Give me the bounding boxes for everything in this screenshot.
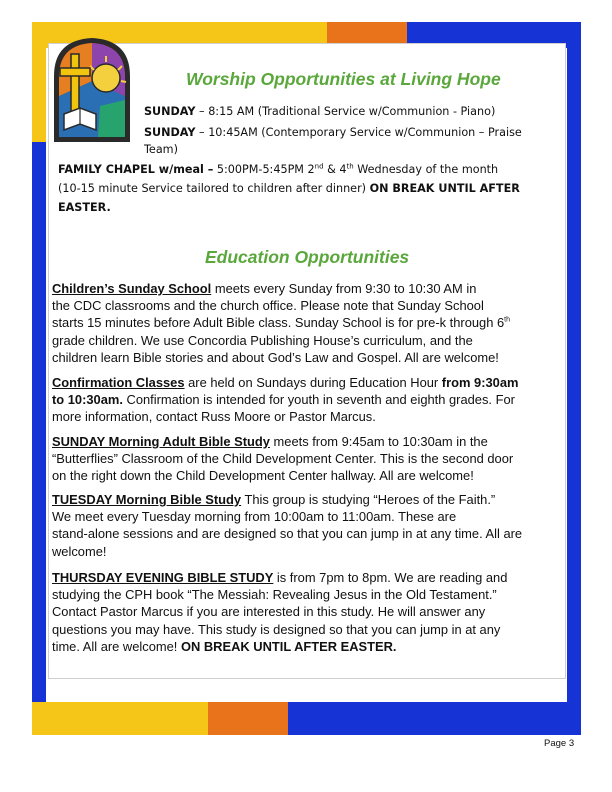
page-number: Page 3 xyxy=(544,738,575,749)
confirmation-paragraph: Confirmation Classes are held on Sundays during Education Hour from 9:30am to 10:30am. Confirmation is intended for youth in seventh and eighth grades. For more information, contact Russ Moore or Pastor Marcus. xyxy=(52,375,519,425)
family-chapel-details: (10-15 minute Service tailored to children after dinner) ON BREAK UNTIL AFTER xyxy=(58,182,520,195)
thursday-bible-study-paragraph: THURSDAY EVENING BIBLE STUDY is from 7pm to 8pm. We are reading and studying the CPH book “The Messiah: Revealing Jesus in the Old Testament.” Contact Pastor Marcus if you are interested in this study. He will answer any questions you may have. This study is designed so that you can jump in at any time. All are welcome! ON BREAK UNTIL AFTER EASTER. xyxy=(52,570,508,654)
adult-bible-study-paragraph: SUNDAY Morning Adult Bible Study meets from 9:45am to 10:30am in the “Butterflies” Classroom of the Child Development Center. This is the second door on the right down the Child Development Center hallway. All are welcome! xyxy=(52,434,514,484)
sunday-early-service: SUNDAY – 8:15 AM (Traditional Service w/Communion - Piano) xyxy=(144,105,496,118)
family-chapel: FAMILY CHAPEL w/meal – 5:00PM-5:45PM 2nd & 4th Wednesday of the month xyxy=(58,162,499,176)
border-bottom-orange xyxy=(208,702,288,735)
tuesday-bible-study-paragraph: TUESDAY Morning Bible Study This group is studying “Heroes of the Faith.” We meet every Tuesday morning from 10:00am to 11:00am. These are stand-alone sessions and are designed so that you can jump in at any time. All are welcome! xyxy=(52,492,523,559)
sunday-school-paragraph: Children’s Sunday School meets every Sunday from 9:30 to 10:30 AM in the CDC classrooms and the church office. Please note that Sunday School starts 15 minutes before Adult Bible class. Sunday School is for pre-k through 6th grade children. We use Concordia Publishing House’s curriculum, and the children learn Bible stories and about God’s Law and Gospel. All are welcome! xyxy=(52,281,510,365)
family-chapel-break: EASTER. xyxy=(58,201,111,214)
education-heading: Education Opportunities xyxy=(205,247,410,267)
border-bottom-yellow xyxy=(32,702,208,735)
sunday-late-service-cont: Team) xyxy=(144,143,178,156)
sunday-late-service: SUNDAY – 10:45AM (Contemporary Service w/Communion – Praise xyxy=(144,126,522,139)
border-right-blue xyxy=(567,22,581,735)
worship-heading: Worship Opportunities at Living Hope xyxy=(186,69,501,89)
border-bottom-blue xyxy=(288,702,581,735)
stained-glass-cross-icon xyxy=(50,36,134,142)
